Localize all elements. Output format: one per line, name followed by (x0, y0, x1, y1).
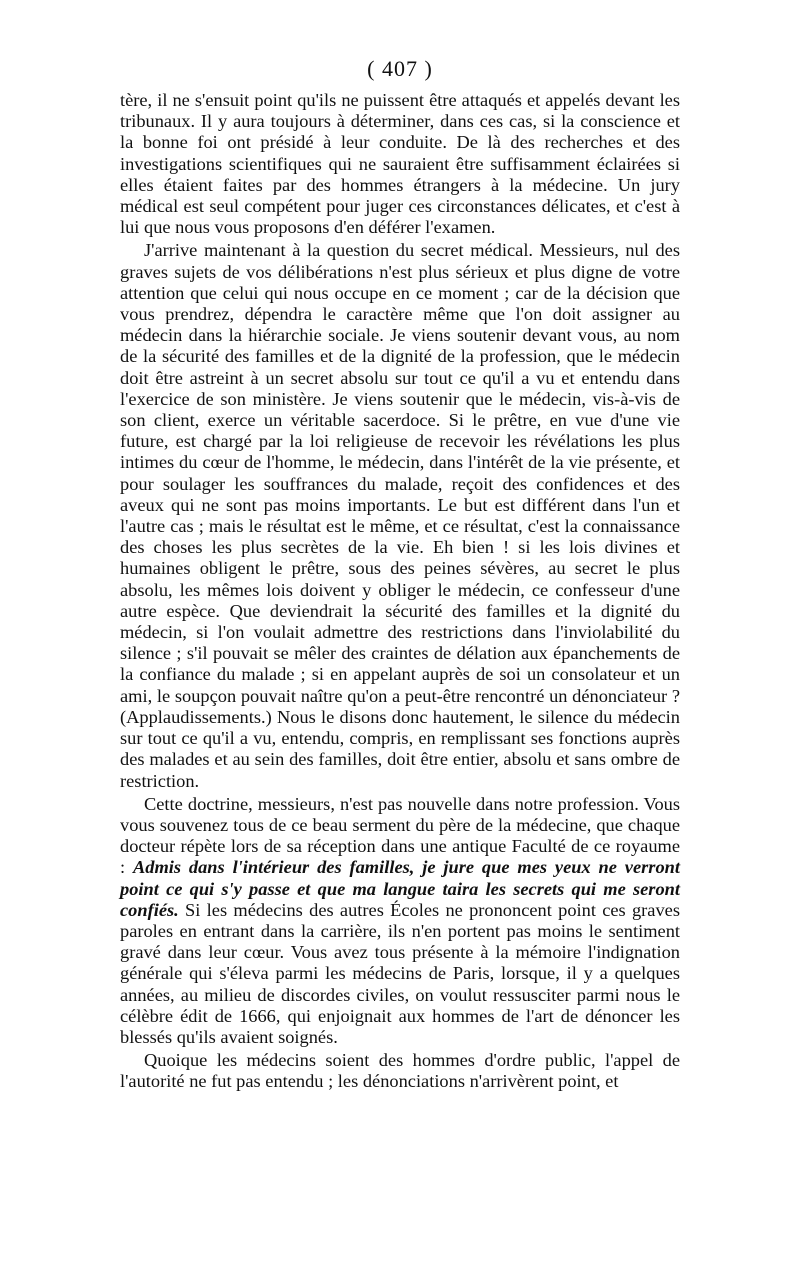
paragraph-oath (120, 794, 680, 1048)
page-number: ( 407 ) (367, 56, 433, 81)
paragraph-closing: Quoique les médecins soient des hommes d'ordre public, l'appel de l'autorité ne fut pas entendu ; les dénonciations n'arrivèrent point, et (120, 1050, 680, 1092)
paragraph-oath-intro: Cette doctrine, messieurs, n'est pas nouvelle dans notre profession. Vous vous souvenez tous de ce beau serment du père de la médecine, que chaque docteur répète lors de sa réception dans une antique Faculté de ce royaume : (120, 793, 680, 878)
paragraph-secret-medical: J'arrive maintenant à la question du secret médical. Messieurs, nul des graves sujets de vos délibérations n'est plus sérieux et plus digne de votre attention que celui qui nous occupe en ce moment ; car de la décision que vous prendrez, dépendra le caractère même que l'on doit assigner au médecin dans la hiérarchie sociale. Je viens soutenir devant vous, au nom de la sécurité des familles et de la dignité de la profession, que le médecin doit être astreint à un secret absolu sur tout ce qu'il a vu et entendu dans l'exercice de son ministère. Je viens soutenir que le médecin, vis-à-vis de son client, exerce un véritable sacerdoce. Si le prêtre, en vue d'une vie future, est chargé par la loi religieuse de recevoir les révélations les plus intimes du cœur de l'homme, le médecin, dans l'intérêt de la vie présente, et pour soulager les souffrances du malade, reçoit des confidences et des aveux qui ne sont pas moins importants. Le but est différent dans l'un et l'autre cas ; mais le résultat est le même, et ce résultat, c'est la connaissance des choses les plus secrètes de la vie. Eh bien ! si les lois divines et humaines obligent le prêtre, sous des peines sévères, au secret le plus absolu, les mêmes lois doivent y obliger le médecin, ce confesseur d'une autre espèce. Que deviendrait la sécurité des familles et la dignité du médecin, si l'on voulait admettre des restrictions dans l'inviolabilité du silence ; s'il pouvait se mêler des craintes de délation aux épanchements de la confiance du malade ; si en appelant auprès de soi un consolateur et un ami, le soupçon pouvait naître qu'on a peut-être rencontré un dénonciateur ? (Applaudissements.) Nous le disons donc hautement, le silence du médecin sur tout ce qu'il a vu, entendu, compris, en remplissant ses fonctions auprès des malades et au sein des familles, doit être entier, absolu et sans ombre de restriction. (120, 240, 680, 791)
paragraph-oath-rest: Si les médecins des autres Écoles ne prononcent point ces graves paroles en entrant dans la carrière, ils n'en portent pas moins le sentiment gravé dans leur cœur. Vous avez tous présente à la mémoire l'indignation générale qui s'éleva parmi les médecins de Paris, lorsque, il y a quelques années, au milieu de discordes civiles, on voulut ressusciter parmi nous le célèbre édit de 1666, qui enjoignait aux hommes de l'art de dénoncer les blessés qu'ils avaient soignés. (120, 899, 680, 1047)
body-text (120, 90, 680, 1093)
paragraph-continuation: tère, il ne s'ensuit point qu'ils ne puissent être attaqués et appelés devant les tribunaux. Il y aura toujours à déterminer, dans ces cas, si la conscience et la bonne foi ont présidé à leur conduite. De là des recherches et des investigations scientifiques qui ne sauraient être suffisamment éclairées si elles étaient faites par des hommes étrangers à la médecine. Un jury médical est seul compétent pour juger ces circonstances délicates, et c'est à lui que nous vous proposons d'en déférer l'examen. (120, 90, 680, 238)
oath-quote: Admis dans l'intérieur des familles, je jure que mes yeux ne verront point ce qui s'y passe et que ma langue taira les secrets qui me seront confiés. (120, 857, 680, 920)
